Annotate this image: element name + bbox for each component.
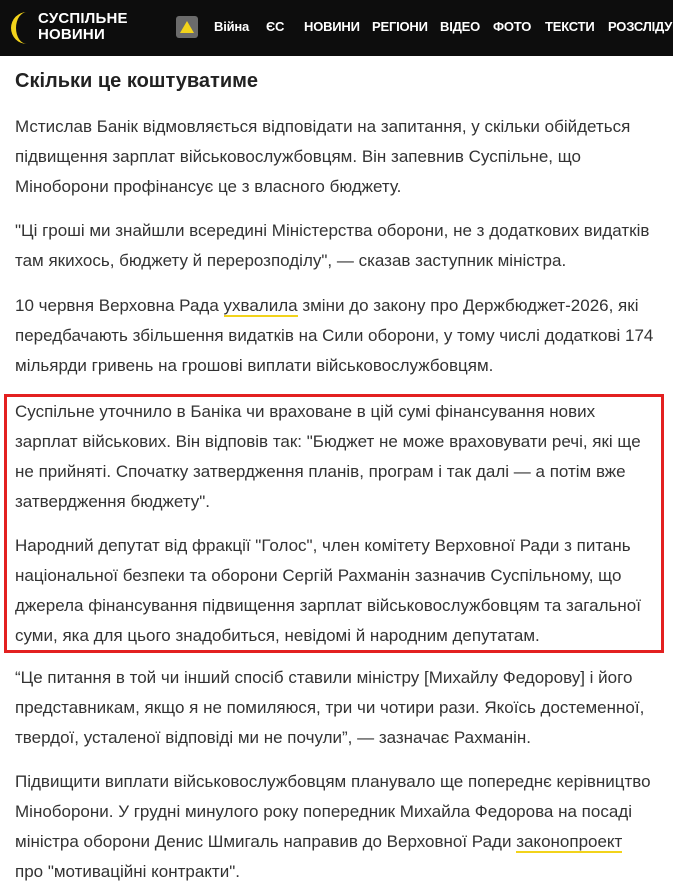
warning-triangle-icon bbox=[179, 19, 195, 35]
alert-button[interactable] bbox=[176, 16, 198, 38]
paragraph-1: Мстислав Банік відмовляється відповідати на запитання, у скільки обійдеться підвищення зарплат військовослужбовцям. Він запевнив Суспільне, що Міноборони профінансує це з власного бюджету. bbox=[15, 117, 631, 196]
link-bill[interactable]: законопроект bbox=[516, 832, 623, 851]
nav-item-video[interactable]: ВІДЕО bbox=[440, 19, 481, 34]
paragraph-7 bbox=[15, 767, 655, 887]
logo-text bbox=[38, 11, 128, 43]
paragraph-3 bbox=[15, 291, 655, 381]
paragraph-2: "Ці гроші ми знайшли всередині Міністерства оборони, не з додаткових видатків там якихось, бюджету й перерозподілу", — сказав заступник міністра. bbox=[15, 221, 650, 270]
nav-item-regions[interactable]: РЕГІОНИ bbox=[372, 19, 428, 34]
nav-item-news[interactable]: НОВИНИ bbox=[304, 19, 360, 34]
top-navigation-bar bbox=[0, 0, 690, 56]
logo-line-2: НОВИНИ bbox=[38, 26, 105, 43]
paragraph-4: Суспільне уточнило в Баніка чи враховане в цій сумі фінансування нових зарплат військових. Він відповів так: "Бюджет не може враховувати речі, які ще не прийняті. Спочатку затвердження планів, програм і так далі — а потім вже затвердження бюджету". bbox=[15, 402, 641, 511]
nav-item-texts[interactable]: ТЕКСТИ bbox=[545, 19, 595, 34]
link-adopted[interactable]: ухвалила bbox=[223, 296, 298, 315]
paragraph-5: Народний депутат від фракції "Голос", член комітету Верховної Ради з питань національної безпеки та оборони Сергій Рахманін зазначив Суспільному, що джерела фінансування підвищення зарплат військовослужбовцям та загальної суми, яка для цього знадобиться, невідомі й народним депутатам. bbox=[15, 536, 641, 645]
logo-line-1: СУСПІЛЬНЕ bbox=[38, 10, 128, 27]
nav-item-investigations[interactable]: РОЗСЛІДУВА bbox=[608, 19, 690, 34]
nav-item-photo[interactable]: ФОТО bbox=[493, 19, 532, 34]
highlight-box bbox=[4, 394, 664, 653]
paragraph-6: “Це питання в той чи інший спосіб ставили міністру [Михайлу Федорову] і його представникам, якщо я не помиляюся, три чи чотири рази. Якоїсь достеменної, твердої, усталеної відповіді ми не почули”, — зазначає Рахманін. bbox=[15, 668, 645, 747]
nav-item-eu[interactable]: ЄС bbox=[266, 19, 285, 34]
nav-item-war[interactable]: Війна bbox=[214, 19, 250, 34]
paragraph-3-text-b: зміни до закону про Держбюджет-2026, які передбачають збільшення видатків на Сили оборони, у тому числі додаткові 174 мільярди гривень на грошові виплати військовослужбовцям. bbox=[15, 296, 654, 375]
section-heading: Скільки це коштуватиме bbox=[15, 70, 259, 92]
paragraph-7-text-a: Підвищити виплати військовослужбовцям планувало ще попереднє керівництво Міноборони. У грудні минулого року попередник Михайла Федорова на посаді міністра оборони Денис Шмигаль направив до Верховної Ради bbox=[15, 772, 651, 851]
paragraph-7-text-b: про "мотиваційні контракти". bbox=[15, 862, 240, 881]
paragraph-3-text-a: 10 червня Верховна Рада bbox=[15, 296, 224, 315]
site-logo[interactable] bbox=[10, 9, 150, 47]
